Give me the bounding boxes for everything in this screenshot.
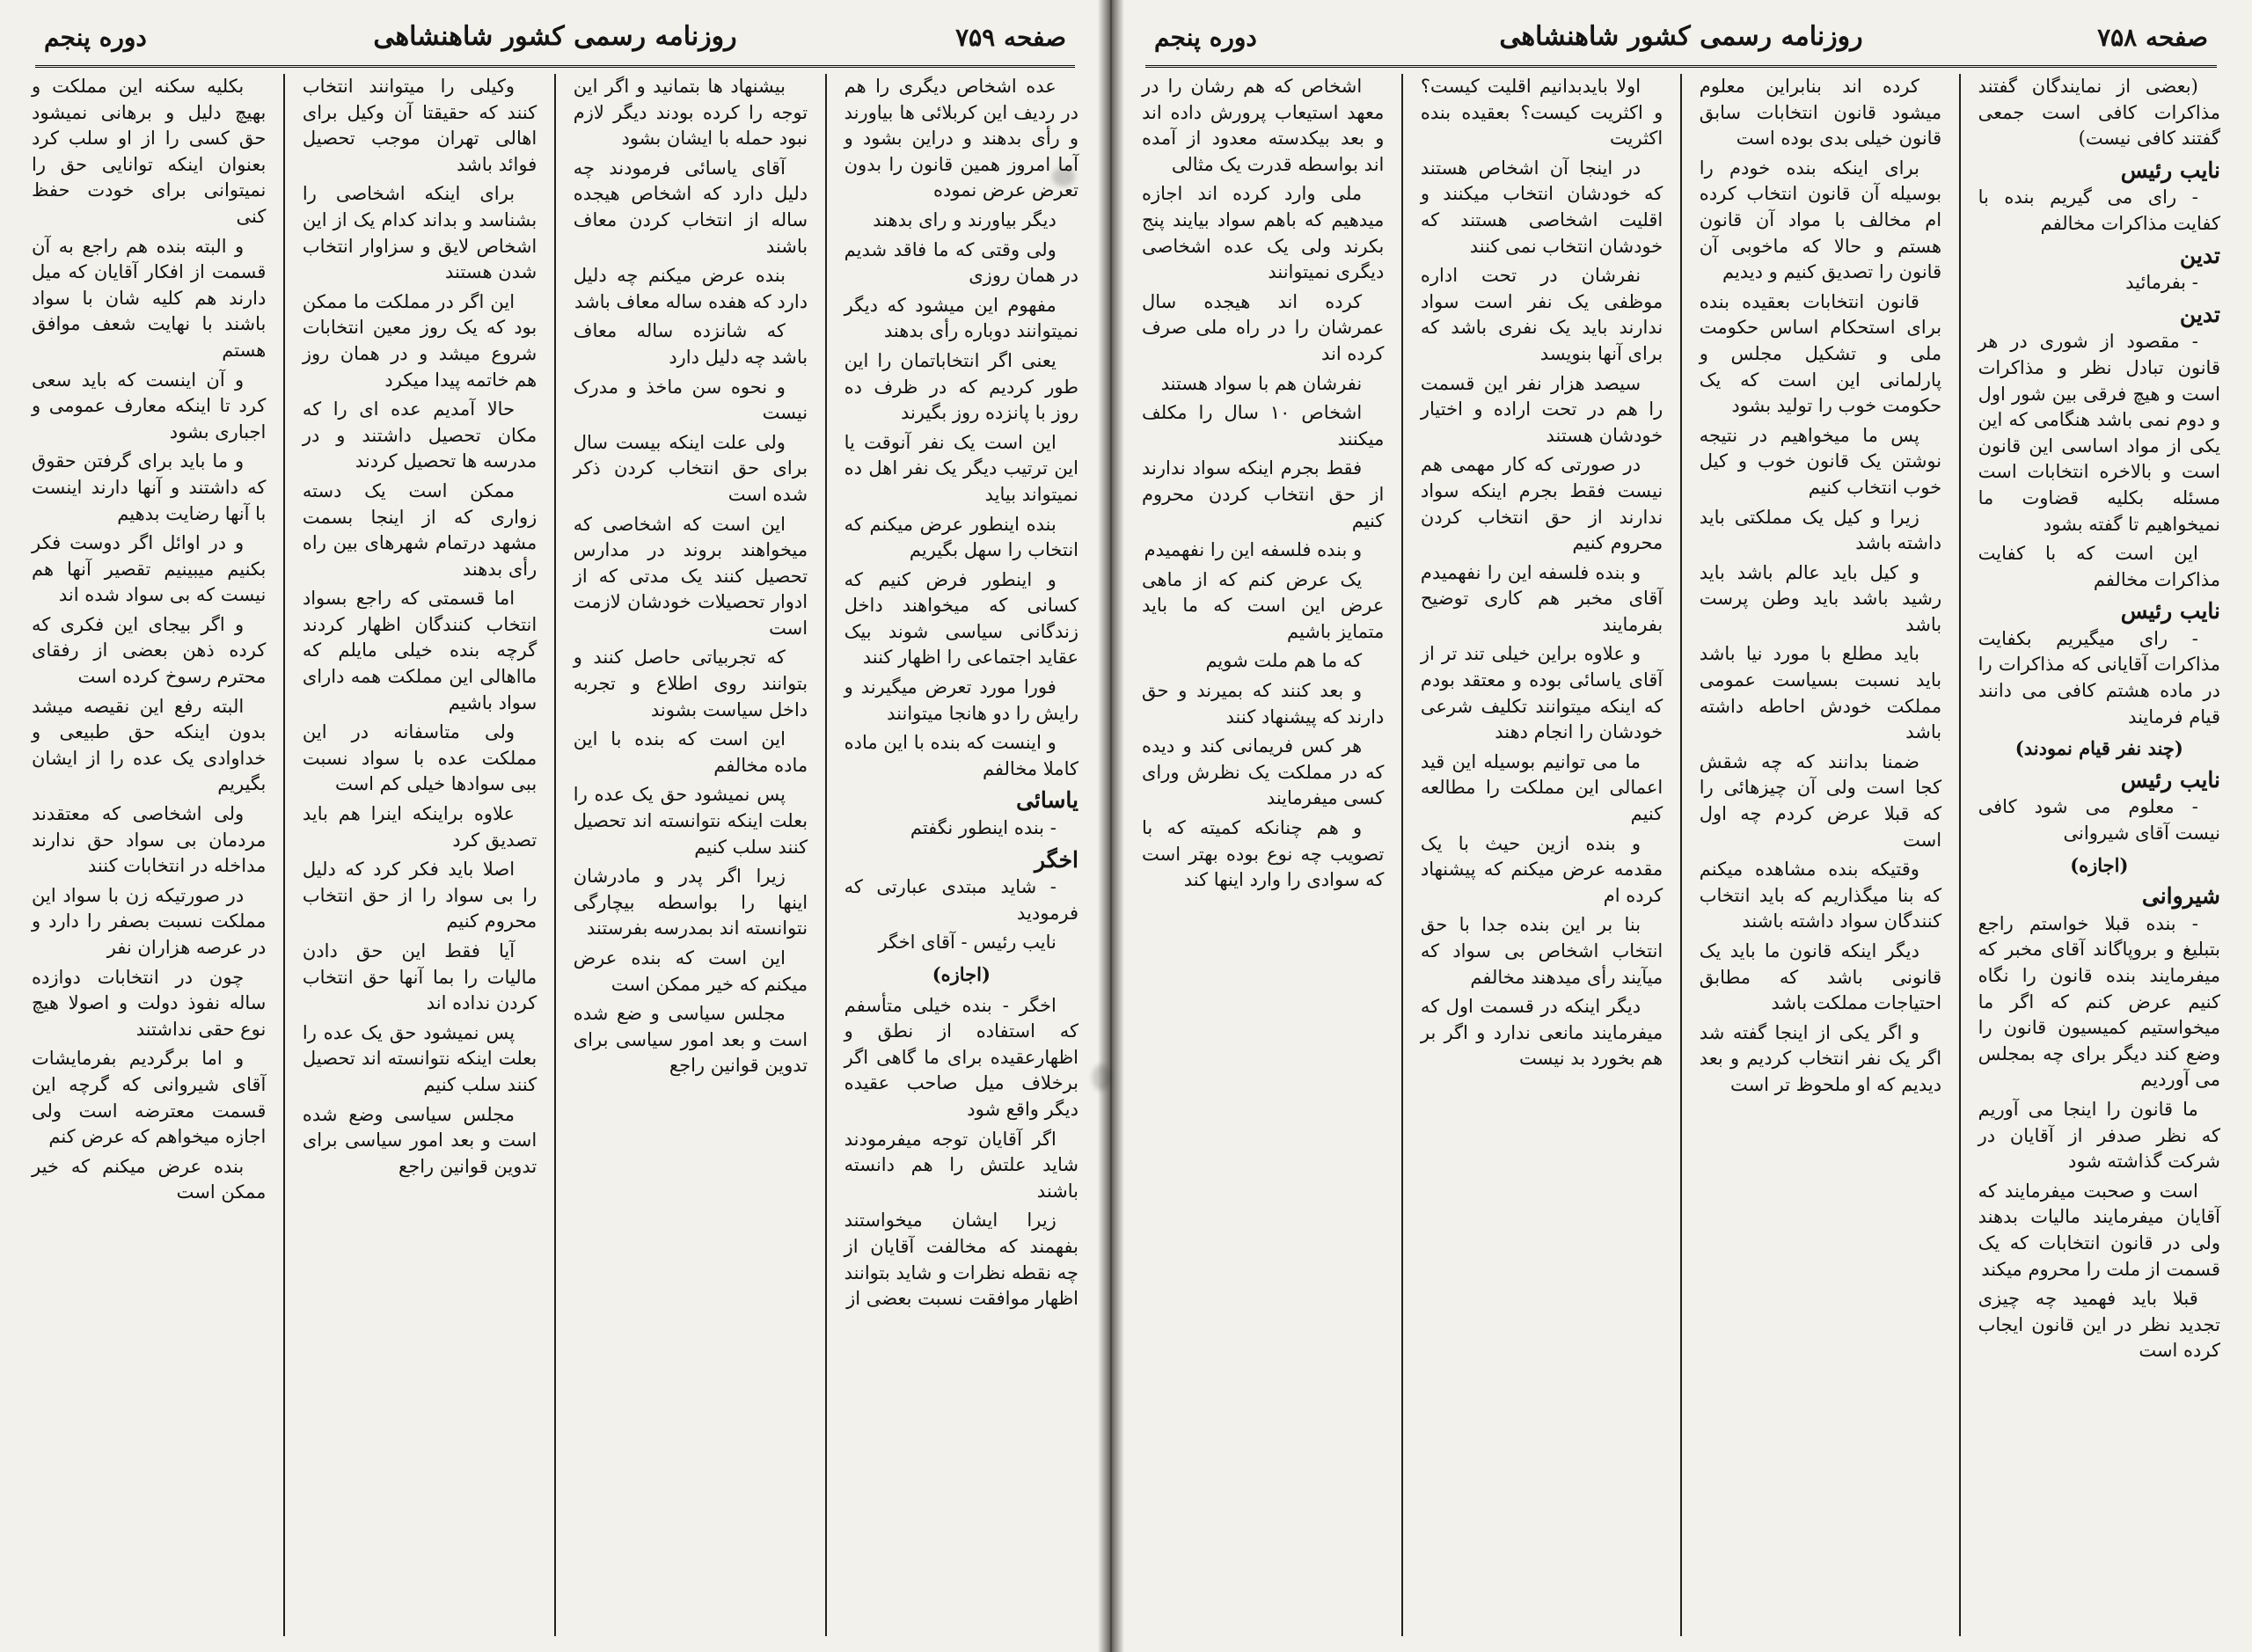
- page-number: صفحه ۷۵۹: [955, 23, 1066, 52]
- paragraph: نفرشان در تحت اداره موظفی یک نفر است سواد ندارند باید یک نفری باشد که برای آنها بنویسد: [1420, 265, 1663, 364]
- paragraph: و بنده فلسفه این را نفهمیدم: [1144, 539, 1363, 561]
- masthead-title: روزنامه رسمی کشور شاهنشاهی: [373, 21, 737, 52]
- speaker-name: اخگر: [1035, 846, 1078, 873]
- left-col-3: [297, 74, 542, 1636]
- column-rule: [1959, 74, 1961, 1636]
- paragraph: این است که بنده با این ماده مخالفم: [573, 728, 808, 776]
- paragraph: حالا آمدیم عده ای را که مکان تحصیل داشتند و در مدرسه ها تحصیل کردند: [302, 398, 537, 472]
- right-page: [1110, 0, 2252, 1652]
- speaker-name: نایب رئیس: [2120, 766, 2220, 793]
- paragraph: در اینجا آن اشخاص هستند که خودشان انتخاب میکنند و اقلیت اشخاصی هستند که خودشان انتخاب نمی کنند: [1420, 157, 1663, 257]
- paragraph: - رای میگیریم بکفایت مذاکرات آقایانی که مذاکرات را در ماده هشتم کافی می دانند قیام فرمایند: [1978, 627, 2220, 727]
- paragraph: ملی وارد کرده اند اجازه میدهیم که باهم سواد بیایند پنج بکرند ولی یک عده اشخاصی دیگری نمیتوانند: [1142, 183, 1385, 283]
- paragraph: ما قانون را اینجا می آوریم که نظر صدفر از آقایان در شرکت گذاشته شود: [1978, 1098, 2220, 1173]
- paragraph: - بنده قبلا خواستم راجع بتبلیغ و بروپاگاند آقای مخبر که میفرمایند بنده قانون را نگاه کنیم عرض کنم که اگر ما میخواستیم کمیسیون قانون را وضع کند دیگر برای چه بمجلس می آوردیم: [1978, 912, 2220, 1091]
- paragraph: - مقصود از شوری در هر قانون تبادل نظر و مذاکرات است و هیچ فرقی بین شور اول و دوم نمی باشد هنگامی که این یکی از مواد اساسی این قانون است و بالاخره انتخابات است مسئله بکلیه قضاوت ما نمیخواهیم تا گفته بشود: [1978, 331, 2220, 535]
- paragraph: - بفرمائید: [2125, 272, 2198, 294]
- paragraph: فقط بجرم اینکه سواد ندارند از حق انتخاب کردن محروم کنیم: [1142, 457, 1385, 531]
- paragraph: نفرشان هم با سواد هستند: [1160, 372, 1363, 394]
- left-col-1: [839, 74, 1084, 1636]
- paragraph: که ما هم ملت شویم: [1205, 650, 1363, 672]
- paragraph: اولا بایدبدانیم اقلیت کیست؟ و اکثریت کیست؟ بعقیده بنده اکثریت: [1420, 76, 1663, 150]
- paragraph: و البته بنده هم راجع به آن قسمت از افکار آقایان که میل دارند هم کلیه شان با سواد باشند با نهایت شعف موافق هستم: [32, 235, 267, 361]
- paragraph: آقای یاسائی فرمودند چه دلیل دارد که اشخاص هیجده ساله از انتخاب کردن معاف باشند: [573, 157, 808, 257]
- right-page-header: [1145, 12, 2217, 68]
- paragraph: و اگر یکی از اینجا گفته شد اگر یک نفر انتخاب کردیم و بعد دیدیم که او ملحوظ تر است: [1699, 1021, 1942, 1095]
- paragraph: بنده عرض میکنم که خیر ممکن است: [32, 1155, 267, 1203]
- speaker-name: شیروانی: [2141, 883, 2220, 910]
- paragraph: کرده اند بنابراین معلوم میشود قانون انتخابات سابق قانون خیلی بدی بوده است: [1699, 76, 1942, 150]
- paragraph: زیرا و کیل یک مملکتی باید داشته باشد: [1699, 506, 1942, 554]
- paragraph: ولی متاسفانه در این مملکت عده با سواد نسبت ببی سوادها خیلی کم است: [302, 721, 537, 795]
- paragraph: - بنده اینطور نگفتم: [910, 817, 1057, 839]
- paragraph: و بنده ازین حیث با یک مقدمه عرض میکنم که پیشنهاد کرده ام: [1420, 832, 1663, 906]
- paragraph: وقتیکه بنده مشاهده میکنم که بنا میگذاریم که باید انتخاب کنندگان سواد داشته باشند: [1699, 859, 1942, 932]
- period-label: دوره پنجم: [44, 23, 147, 52]
- paragraph: و اینطور فرض کنیم که کسانی که میخواهند داخل زندگانی سیاسی شوند بیک عقاید اجتماعی را اظهار کنند: [844, 568, 1078, 669]
- paragraph: - رای می گیریم بنده با کفایت مذاکرات مخالفم: [1978, 186, 2220, 234]
- paragraph: البته رفع این نقیصه میشد بدون اینکه حق طبیعی و خداوادی یک عده را از ایشان بگیریم: [32, 695, 267, 795]
- paragraph: دیگر بیاورند و رای بدهند: [873, 208, 1057, 230]
- ink-smudge: [1093, 1064, 1110, 1091]
- paragraph: بنده اینطور عرض میکنم که انتخاب را سهل بگیریم: [844, 513, 1078, 561]
- paragraph: این است یک نفر آنوقت یا این ترتیب دیگر یک نفر اهل ده نمیتواند بیاید: [844, 431, 1078, 505]
- paragraph: بنا بر این بنده جدا با حق انتخاب اشخاص بی سواد که میآیند رأی میدهند مخالفم: [1420, 914, 1663, 988]
- page-number: صفحه ۷۵۸: [2097, 23, 2208, 52]
- paragraph: - شاید مبتدی عبارتی که فرمودید: [844, 876, 1078, 924]
- paragraph: علاوه براینکه اینرا هم باید تصدیق کرد: [302, 803, 537, 851]
- speaker-name: تدین: [2179, 301, 2220, 327]
- paragraph: مفهوم این میشود که دیگر نمیتوانند دوباره رأی بدهند: [844, 294, 1078, 342]
- column-rule: [825, 74, 827, 1636]
- paragraph: و در اوائل اگر دوست فکر بکنیم میبینیم تقصیر آنها هم نیست که بی سواد شده اند: [32, 532, 267, 606]
- paragraph: فورا مورد تعرض میگیرند و رایش را دو هانجا میتوانند: [844, 676, 1078, 724]
- paragraph: اشخاص که هم رشان را در معهد استیعاب پرورش داده اند و بعد بیکدسته معدود از آمده اند بواسطه قدرت یک مثالی: [1142, 76, 1385, 175]
- stage-note: (چند نفر قیام نمودند): [2014, 737, 2183, 760]
- paragraph: دیگر اینکه در قسمت اول که میفرمایند مانعی ندارد و اگر بر هم بخورد بد نیست: [1420, 996, 1663, 1070]
- paragraph: و ما باید برای گرفتن حقوق که داشتند و آنها دارند اینست با آنها رضایت بدهیم: [32, 450, 267, 524]
- paragraph: که شانزده ساله معاف باشد چه دلیل دارد: [573, 320, 808, 368]
- left-col-4: [26, 74, 271, 1636]
- paragraph: - معلوم می شود کافی نیست آقای شیروانی: [1978, 796, 2220, 844]
- paragraph: است و صحبت میفرمایند که آقایان میفرمایند مالیات بدهند ولی در قانون انتخابات که یک قسمت از ملت را محروم میکند: [1978, 1180, 2220, 1280]
- paragraph: مجلس سیاسی وضع شده است و بعد امور سیاسی برای تدوین قوانین راجع: [302, 1103, 537, 1177]
- paragraph: عده اشخاص دیگری را هم در ردیف این کربلائی ها بیاورند و رأی بدهند و دراین بشود و آما امروز همین قانون را بدون تعرض عرض نموده: [844, 76, 1078, 201]
- paragraph: اشخاص ۱۰ سال را مکلف میکنند: [1142, 402, 1385, 450]
- right-col-4: [1137, 74, 1389, 1636]
- paragraph: کرده اند هیجده سال عمرشان را در راه ملی صرف کرده اند: [1142, 290, 1385, 364]
- paragraph: سیصد هزار نفر این قسمت را هم در تحت اراده و اختیار خودشان هستند: [1420, 372, 1663, 446]
- period-label: دوره پنجم: [1154, 23, 1257, 52]
- left-page: [0, 0, 1110, 1652]
- paragraph: نایب رئیس - آقای اخگر: [878, 932, 1057, 954]
- column-rule: [554, 74, 556, 1636]
- paragraph: ولی وقتی که ما فاقد شدیم در همان روزی: [844, 238, 1078, 287]
- paragraph: یعنی اگر انتخاباتمان را این طور کردیم که در ظرف ده روز با پانزده روز بگیرند: [844, 349, 1078, 424]
- right-col-3: [1415, 74, 1668, 1636]
- stage-note: (اجازه): [2070, 853, 2129, 876]
- paragraph: و بنده فلسفه این را نفهمیدم آقای مخبر هم کاری توضیح بفرمایند: [1420, 561, 1663, 635]
- paragraph: باید مطلع با مورد نیا باشد باید نسبت بسیاست عمومی مملکت خودش احاطه داشته باشد: [1699, 643, 1942, 743]
- paragraph: که تجربیاتی حاصل کنند و بتوانند روی اطلاع و تجربه داخل سیاست بشوند: [573, 647, 808, 720]
- ink-smudge: [1052, 167, 1075, 186]
- paragraph: قانون انتخابات بعقیده بنده برای استحکام اساس حکومت ملی و تشکیل مجلس و پارلمانی این است که یک حکومت خوب را تولید بشود: [1699, 290, 1942, 417]
- paragraph: این است که بنده عرض میکنم که خیر ممکن است: [573, 947, 808, 995]
- paragraph: بنده عرض میکنم چه دلیل دارد که هفده ساله معاف باشد: [573, 265, 808, 312]
- paragraph: (بعضی از نمایندگان گفتند مذاکرات کافی است جمعی گفتند کافی نیست): [1978, 76, 2220, 150]
- paragraph: این است که اشخاصی که میخواهند بروند در مدارس تحصیل کنند یک مدتی که از ادوار تحصیلات خودشان لازمت است: [573, 513, 808, 639]
- left-page-columns: [26, 74, 1084, 1636]
- paragraph: یک عرض کنم که از ماهی عرض این است که ما باید متمایز باشیم: [1142, 568, 1385, 642]
- paragraph: این اگر در مملکت ما ممکن بود که یک روز معین انتخابات شروع میشد و در همان روز هم خاتمه پیدا میکرد: [302, 290, 537, 391]
- speaker-name: نایب رئیس: [2120, 157, 2220, 183]
- paragraph: ولی اشخاصی که معتقدند مردمان بی سواد حق ندارند مداخله در انتخابات کنند: [32, 803, 267, 877]
- paragraph: قبلا باید فهمید چه چیزی تجدید نظر در این قانون ایجاب کرده است: [1978, 1288, 2220, 1362]
- paragraph: و بعد کنند که بمیرند و حق دارند که پیشنهاد کنند: [1142, 680, 1385, 727]
- book-gutter: [1098, 0, 1124, 1652]
- paragraph: و نحوه سن ماخذ و مدرک نیست: [573, 376, 808, 424]
- paragraph: زیرا اگر پدر و مادرشان اینها را بواسطه بیچارگی نتوانسته اند بمدرسه بفرستند: [573, 866, 808, 939]
- paragraph: در صورتیکه زن با سواد این مملکت نسبت بصفر را دارد و در عرصه هزاران نفر: [32, 884, 267, 958]
- stage-note: (اجازه): [932, 963, 991, 985]
- paragraph: و اما برگردیم بفرمایشات آقای شیروانی که گرچه این قسمت معترضه است ولی اجازه میخواهم که عرض کنم: [32, 1048, 267, 1148]
- paragraph: ولی علت اینکه بیست سال برای حق انتخاب کردن ذکر شده است: [573, 431, 808, 505]
- paragraph: اما قسمتی که راجع بسواد انتخاب کنندگان اظهار کردند گرچه بنده خیلی مایلم که مااهالی این مملکت همه دارای سواد باشیم: [302, 588, 537, 713]
- masthead-title: روزنامه رسمی کشور شاهنشاهی: [1499, 21, 1863, 52]
- paragraph: و هم چنانکه کمیته که با تصویب چه نوع بوده بهتر است که سوادی را وارد اینها کند: [1142, 817, 1385, 891]
- right-col-1: [1973, 74, 2226, 1636]
- left-col-2: [568, 74, 813, 1636]
- speaker-name: یاسائی: [1016, 787, 1078, 814]
- right-col-2: [1694, 74, 1947, 1636]
- paragraph: برای اینکه اشخاصی را بشناسد و بداند کدام یک از این اشخاص لایق و سزاوار انتخاب شدن هستند: [302, 183, 537, 283]
- paragraph: و علاوه براین خیلی تند تر از آقای یاسائی بوده و معتقد بودم که اینکه میتوانند تکلیف شرعی خودشان را انجام دهند: [1420, 643, 1663, 743]
- paragraph: ما می توانیم بوسیله این قید اعمالی این مملکت را مطالعه کنیم: [1420, 750, 1663, 825]
- paragraph: و اگر بیجای این فکری که کرده ذهن بعضی از رفقای محترم رسوخ کرده است: [32, 613, 267, 688]
- right-page-columns: [1137, 74, 2226, 1636]
- paragraph: اگر آقایان توجه میفرمودند شاید علتش را هم دانسته باشند: [844, 1128, 1078, 1202]
- column-rule: [1401, 74, 1403, 1636]
- paragraph: اخگر - بنده خیلی متأسفم که استفاده از نطق و اظهارعقیده برای ما گاهی اگر برخلاف میل صاحب عقیده دیگر واقع شود: [844, 994, 1078, 1120]
- paragraph: ضمنا بدانند که چه شقش کجا است ولی آن چیزهائی را که قبلا عرض کردم چه اول است: [1699, 750, 1942, 851]
- column-rule: [283, 74, 285, 1636]
- paragraph: چون در انتخابات دوازده ساله نفوذ دولت و اصولا هیچ نوع حقی نداشتند: [32, 966, 267, 1040]
- paragraph: مجلس سیاسی و ضع شده است و بعد امور سیاسی برای تدوین قوانین راجع: [573, 1003, 808, 1077]
- column-rule: [1680, 74, 1682, 1636]
- paragraph: وکیلی را میتوانند انتخاب کنند که حقیقتا آن وکیل برای اهالی تهران موجب تحصیل فوائد باشد: [302, 76, 537, 175]
- paragraph: زیرا ایشان میخواستند بفهمند که مخالفت آقایان از چه نقطه نظرات و شاید بتوانند اظهار موافقت نسبت بعضی از: [844, 1210, 1078, 1310]
- paragraph: در صورتی که کار مهمی هم نیست فقط بجرم اینکه سواد ندارند از حق انتخاب کردن محروم کنیم: [1420, 454, 1663, 554]
- paragraph: برای اینکه بنده خودم را بوسیله آن قانون انتخاب کرده ام مخالف با مواد آن قانون هستم و حالا که ماخوبی آن قانون را تصدیق کنیم و دیدیم: [1699, 157, 1942, 283]
- paragraph: آیا فقط این حق دادن مالیات را بما آنها حق انتخاب کردن نداده اند: [302, 940, 537, 1014]
- paragraph: هر کس فریمانی کند و دیده که در مملکت یک نظرش ورای کسی میفرمایند: [1142, 735, 1385, 809]
- speaker-name: تدین: [2179, 242, 2220, 268]
- paragraph: اصلا باید فکر کرد که دلیل را بی سواد را از حق انتخاب محروم کنیم: [302, 859, 537, 932]
- paragraph: پس ما میخواهیم در نتیجه نوشتن یک قانون خوب و کیل خوب انتخاب کنیم: [1699, 424, 1942, 498]
- paragraph: پس نمیشود حق یک عده را بعلت اینکه نتوانسته اند تحصیل کنند سلب کنیم: [302, 1021, 537, 1095]
- paragraph: دیگر اینکه قانون ما باید یک قانونی باشد که مطابق احتیاجات مملکت باشد: [1699, 940, 1942, 1014]
- paragraph: و آن اینست که باید سعی کرد تا اینکه معارف عمومی و اجباری بشود: [32, 369, 267, 442]
- left-page-header: [35, 12, 1075, 68]
- paragraph: بیشنهاد ها بتمانید و اگر این توجه را کرده بودند دیگر لازم نبود حمله با ایشان بشود: [573, 76, 808, 150]
- speaker-name: نایب رئیس: [2120, 598, 2220, 625]
- paragraph: پس نمیشود حق یک عده را بعلت اینکه نتوانسته اند تحصیل کنند سلب کنیم: [573, 784, 808, 858]
- paragraph: ممکن است یک دسته زواری که از اینجا بسمت مشهد درتمام شهرهای بین راه رأی بدهند: [302, 479, 537, 580]
- paragraph: و کیل باید عالم باشد باید رشید باشد باید وطن پرست باشد: [1699, 561, 1942, 635]
- paragraph: و اینست که بنده با این ماده کاملا مخالفم: [844, 732, 1078, 779]
- paragraph: بکلیه سکنه این مملکت و بهیچ دلیل و برهانی نمیشود حق کسی را از او سلب کرد بعنوان اینکه توانایی حق را نمیتوانی برای خودت حفظ کنی: [32, 76, 267, 227]
- paragraph: این است که با کفایت مذاکرات مخالفم: [1978, 543, 2220, 590]
